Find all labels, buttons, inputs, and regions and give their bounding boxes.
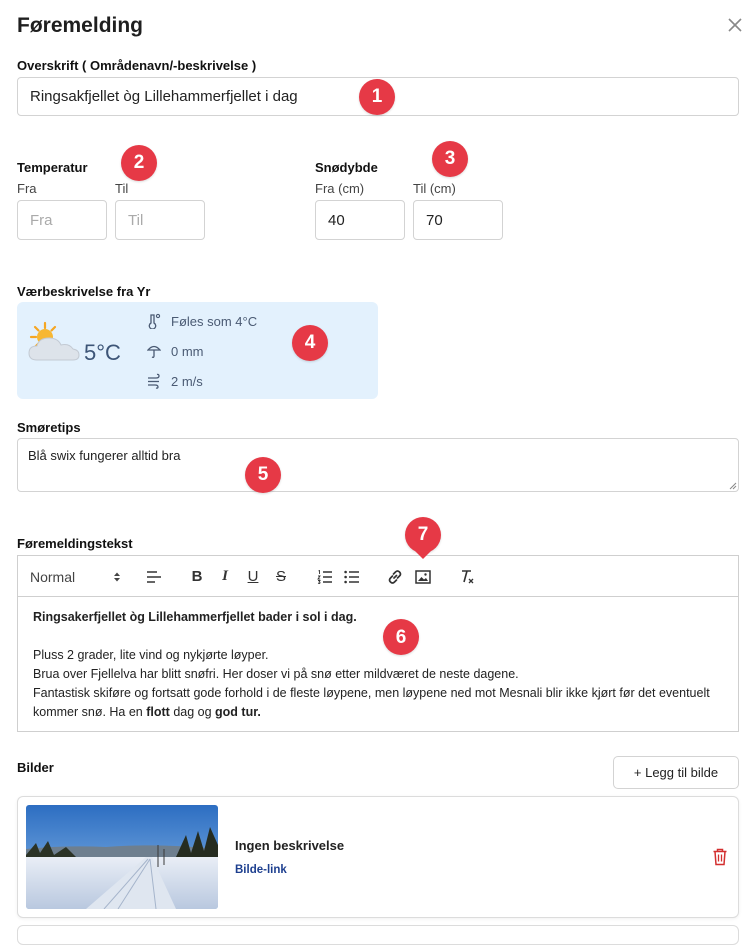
feels-like-row (147, 313, 257, 329)
temperature-label: Temperatur (17, 160, 88, 175)
snow-depth-to-input[interactable]: 70 (413, 200, 503, 240)
snow-depth-from-input[interactable]: 40 (315, 200, 405, 240)
add-image-button[interactable]: + Legg til bilde (613, 756, 739, 789)
ski-trail-photo (26, 805, 218, 909)
editor-content[interactable] (17, 596, 739, 732)
headline-label: Overskrift ( Områdenavn/-beskrivelse ) (17, 58, 257, 73)
editor-line-3 (33, 684, 723, 722)
feels-like-text: Føles som 4°C (171, 313, 258, 329)
image-card-next (17, 925, 739, 945)
image-button[interactable] (412, 556, 434, 597)
snow-depth-label: Snødybde (315, 160, 378, 175)
temperature-from-input[interactable]: Fra (17, 200, 107, 240)
badge-7: 7 (405, 517, 441, 553)
images-label: Bilder (17, 760, 54, 775)
select-arrows-icon (113, 571, 121, 583)
badge-2: 2 (121, 145, 157, 181)
link-icon (387, 569, 403, 585)
temperature-to-input[interactable]: Til (115, 200, 205, 240)
thermometer-icon (147, 313, 161, 329)
image-icon (415, 570, 431, 584)
editor-bold-god-tur: god tur. (215, 705, 261, 719)
resize-handle-icon[interactable] (727, 480, 737, 490)
underline-button[interactable] (242, 556, 264, 597)
partly-cloudy-icon (25, 320, 83, 368)
precipitation-row (147, 343, 204, 359)
umbrella-icon (147, 343, 161, 359)
weather-label: Værbeskrivelse fra Yr (17, 284, 151, 299)
badge-1: 1 (359, 79, 395, 115)
bullet-list-button[interactable] (341, 556, 363, 597)
editor-line-1: Pluss 2 grader, lite vind og nykjørte løyper. (33, 648, 269, 662)
editor-toolbar (17, 555, 739, 596)
close-icon[interactable] (724, 14, 746, 36)
align-button[interactable] (143, 556, 165, 597)
temperature-from-label: Fra (17, 181, 37, 196)
badge-4: 4 (292, 325, 328, 361)
precipitation-text: 0 mm (171, 343, 204, 359)
bold-icon: B (191, 568, 203, 585)
underline-icon: U (247, 568, 259, 585)
ordered-list-button[interactable] (314, 556, 336, 597)
trash-icon[interactable] (712, 848, 728, 866)
wax-tips-textarea[interactable]: Blå swix fungerer alltid bra (17, 438, 739, 492)
ordered-list-icon (317, 570, 333, 584)
badge-5: 5 (245, 457, 281, 493)
wax-tips-label: Smøretips (17, 420, 81, 435)
wind-text: 2 m/s (171, 373, 203, 389)
align-left-icon (146, 570, 162, 584)
badge-7-pointer (414, 550, 432, 560)
badge-3: 3 (432, 141, 468, 177)
snow-depth-from-label: Fra (cm) (315, 181, 365, 196)
badge-6: 6 (383, 619, 419, 655)
italic-button[interactable] (214, 556, 236, 597)
dialog-title: Føremelding (17, 14, 144, 37)
strike-button[interactable] (270, 556, 292, 597)
weather-temperature: 5°C (84, 340, 121, 365)
clear-format-icon (459, 569, 475, 585)
editor-line-3-mid: dag og (169, 705, 216, 719)
headline-input[interactable]: Ringsakfjellet òg Lillehammerfjellet i dag (17, 77, 739, 116)
snow-depth-to-label: Til (cm) (413, 181, 456, 196)
weather-panel (17, 302, 378, 399)
editor-line-3-text: Fantastisk skiføre og fortsatt gode forhold i de fleste løypene, men løypene ned mot Mesnali blir ikke kjørt før det eventuelt kommer snø. Ha en (33, 686, 710, 719)
image-description: Ingen beskrivelse (235, 838, 345, 853)
format-select[interactable] (30, 556, 122, 597)
editor-line-2: Brua over Fjellelva har blitt snøfri. Her doser vi på snø etter mildværet de neste dagene. (33, 667, 519, 681)
report-text-label: Føremeldingstekst (17, 536, 133, 551)
link-button[interactable] (384, 556, 406, 597)
italic-icon: I (222, 568, 228, 584)
wind-row (147, 373, 203, 389)
temperature-to-label: Til (115, 181, 129, 196)
format-select-value: Normal (30, 568, 76, 585)
image-link[interactable]: Bilde-link (235, 864, 287, 876)
strikethrough-icon: S (275, 568, 286, 585)
editor-heading: Ringsakerfjellet òg Lillehammerfjellet bader i sol i dag. (33, 610, 357, 624)
bold-button[interactable] (186, 556, 208, 597)
wind-icon (147, 373, 161, 389)
bullet-list-icon (344, 570, 360, 584)
image-card (17, 796, 739, 918)
clear-format-button[interactable] (456, 556, 478, 597)
editor-bold-flott: flott (146, 705, 170, 719)
